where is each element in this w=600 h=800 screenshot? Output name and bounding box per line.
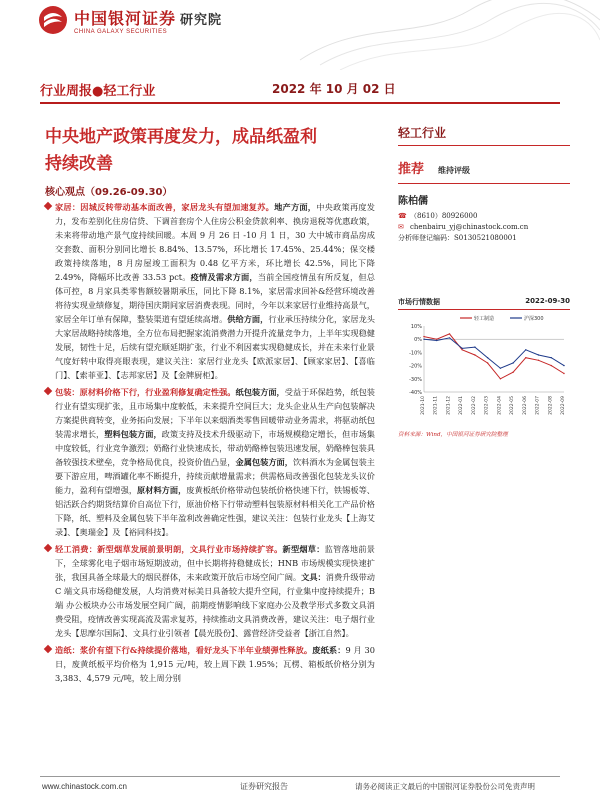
series-line — [424, 338, 564, 368]
diamond-bullet-icon — [44, 387, 52, 395]
data-point — [525, 357, 526, 358]
title-line-2: 持续改善 — [45, 154, 113, 174]
analyst-email[interactable]: chenbairu_yj@chinastock.com.cn — [410, 223, 529, 231]
section-lead: 轻工消费：新型烟草发展前景明朗，文具行业市场持续扩容。 — [55, 544, 283, 554]
report-title — [45, 124, 385, 178]
footer-url[interactable]: www.chinastock.com.cn — [42, 782, 127, 791]
data-point — [512, 372, 513, 373]
x-tick-label: 2022-03 — [484, 396, 490, 415]
x-tick-label: 2022-09 — [561, 396, 566, 415]
report-bar — [0, 70, 600, 104]
data-point — [449, 333, 450, 334]
section-text: 中央政策再度发力，发布差别化住房信贷、下调首套房个人住房公积金贷款利率、换房退税等优惠政策，未来将带动地产景气度持续回暖。本周 9 月 26 日 -10 月 1 日，30 大中城市商品房成交套数、面积分别同比增长 8.84%、13.57%，环比增长 17.45%、25.44%；保交楼政策持续落地，8 月房屋竣工面积为 0.48 亿平方米，环比增长 42.5%，同比下降 2.49%，降幅环比改善 33.53 pct。 — [55, 202, 375, 282]
data-point — [563, 365, 564, 366]
y-tick-label: -30% — [409, 376, 422, 383]
footer-disclaimer: 请务必阅读正文最后的中国银河证券股份公司免责声明 — [355, 782, 535, 791]
x-tick-label: 2022-01 — [459, 396, 465, 415]
section-packaging — [45, 385, 375, 539]
section-paper — [45, 643, 375, 685]
rating-block — [398, 158, 570, 184]
section-text: 行业承压持续分化，家居龙头大家居战略持续落地，全方位布局把握家流消费潜力开提升流量竞争力，上半年实现稳健发展，韧性十足，后续有望充顺延期扩张，行业不利因素实现稳健成长，并在未来行业景气度好转中取得亮眼表现，建议关注：家居行业龙头【欧派家居】、【顾家家居】、【喜临门】、【索菲亚】、【志邦家居】及【金牌厨柜】。 — [55, 314, 375, 380]
section-lead: 包装：原材料价格下行，行业盈利修复确定性强。 — [55, 387, 236, 397]
section-sublead: 地产方面， — [274, 202, 317, 212]
sector-label: 轻工行业 — [398, 124, 570, 146]
rating-recommend: 推荐 — [398, 162, 425, 177]
mail-icon: ✉ — [398, 223, 404, 231]
x-tick-label: 2022-05 — [510, 396, 516, 415]
data-point — [436, 339, 437, 340]
section-sub: 金属包装方面， — [235, 457, 293, 467]
section-text: 饮料酒水为金属包装主要下游应用，啤酒罐化率不断提升，持续贡献增量需求；供需格局改善强化包装龙头议价能力，盈利有望增强， — [55, 457, 375, 495]
logo-institute-text: 研究院 — [180, 12, 223, 28]
sidebar — [398, 124, 570, 244]
data-point — [538, 360, 539, 361]
x-tick-label: 2022-07 — [535, 396, 541, 415]
analyst-phone: （8610）80926000 — [410, 212, 478, 220]
x-tick-label: 2021-12 — [446, 396, 452, 415]
section-text: 政策支持及技术升级驱动下，市场规模稳定增长，但市场集中度较低，行业竞争激烈；奶酪行业快速成长，带动奶酪棒包装迅速发展，奶酪棒包装具备较强技术壁垒，竞争格局优良，投资价值凸显， — [55, 429, 375, 467]
section-sub: 塑料包装方面， — [104, 429, 162, 439]
analyst-info — [398, 196, 570, 244]
rating-note: 维持评级 — [438, 165, 471, 175]
x-tick-label: 2022-06 — [522, 396, 528, 415]
section-text: 当前全国疫情虽有所反复，但总体可控，8 月家具类零售额较暑期承压，同比下降 8.1%，家居需求回补&经营环境改善将待实现业绩修复，期待国庆期间家居消费表现。同时，今年以来家居行业维持高景气，家居全年订单有保障，整装渠道有望延续高增。 — [55, 272, 375, 324]
report-date: 2022 年 10 月 02 日 — [272, 82, 396, 96]
report-body — [45, 200, 375, 688]
analyst-name: 陈柏儒 — [398, 196, 428, 207]
y-tick-label: 0% — [414, 337, 422, 344]
data-point — [551, 365, 552, 366]
logo-cn-text: 中国银河证券 — [74, 8, 177, 28]
data-point — [474, 354, 475, 355]
x-tick-label: 2021-11 — [433, 396, 439, 415]
core-view-heading: 核心观点（09.26-09.30） — [45, 187, 173, 198]
section-lead: 造纸：浆价有望下行&持续提价落地，看好龙头下半年业绩弹性释放。 — [55, 645, 313, 655]
report-header — [0, 0, 600, 120]
data-point — [500, 378, 501, 379]
footer-report-label: 证券研究报告 — [240, 782, 288, 791]
footer-divider — [40, 776, 560, 777]
page-footer — [0, 776, 600, 800]
data-point — [436, 340, 437, 341]
x-tick-label: 2022-08 — [548, 396, 554, 415]
title-line-1: 中央地产政策再度发力，成品纸盈利 — [45, 127, 317, 147]
company-logo — [38, 5, 222, 35]
data-point — [525, 349, 526, 350]
section-text: 废黄板纸价格带动包装纸价格快速下行，铁锡板等、铝活跃合约期货结算价自高位下行，原油价格下行带动塑料包装原材料相关化工产品价格下降，纸、塑料及金属包装下半年盈利改善确定性强，建议关注：包装行业龙头【上海艾录】、【奥瑞金】及【裕同科技】。 — [55, 485, 375, 537]
data-point — [449, 337, 450, 338]
section-light-consumption — [45, 542, 375, 640]
data-point — [551, 357, 552, 358]
data-point — [512, 362, 513, 363]
analyst-cert: 分析师登记编码：S0130521080001 — [398, 234, 517, 242]
legend-label: 沪深300 — [524, 316, 544, 322]
section-sub: 供给方面， — [227, 314, 269, 324]
header-divider — [40, 102, 560, 104]
market-chart — [398, 310, 570, 428]
phone-icon: ☎ — [398, 212, 407, 220]
data-point — [563, 373, 564, 374]
data-point — [487, 357, 488, 358]
report-type: 行业周报●轻工行业 — [40, 84, 156, 99]
data-point — [462, 348, 463, 349]
x-tick-label: 2022-02 — [471, 396, 477, 415]
section-text: 9 月 30 日，废黄纸板平均价格为 1,915 元/吨，较上周下跌 1.95%；瓦楞、箱板纸价格分别为 3,383、4,579 元/吨，较上周分别 — [55, 645, 375, 683]
data-point — [538, 354, 539, 355]
section-text: 监管落地前景下，全球雾化电子烟市场短期波动，但中长期将持稳健成长；HNB 市场规模实现快速扩张，我国具备全球最大的烟民群体，未来政策开放后市场空间广阔。 — [55, 544, 375, 582]
x-tick-label: 2021-10 — [421, 396, 426, 415]
diamond-bullet-icon — [44, 645, 52, 653]
y-tick-label: -10% — [409, 350, 422, 357]
y-tick-label: -40% — [409, 390, 422, 396]
section-lead: 家居：因城反转带动基本面改善，家居龙头有望加速复苏。 — [55, 202, 275, 212]
section-sub: 文具： — [301, 572, 326, 582]
section-sublead: 新型烟草： — [282, 544, 325, 554]
galaxy-logo-icon — [38, 5, 68, 35]
analyst-phone-row — [398, 211, 570, 222]
data-point — [487, 362, 488, 363]
section-sublead: 纸包装方面， — [235, 387, 285, 397]
section-sub: 原材料方面， — [137, 485, 187, 495]
section-sub: 疫情及需求方面， — [190, 272, 258, 282]
data-point — [500, 368, 501, 369]
section-text: 消费升级带动 C 端文具市场稳健发展，人均消费对标美日具备较大提升空间，行业集中度持续提升；B 端 办公板块办公市场发展空间广阔，前期疫情影响线下家庭办公及教学形式多数文具消费受阻，疫情改善实现高流及需求复苏，持续推动文具消费改善，建议关注：电子烟行业龙头【思摩尔国际】、文具行业引领者【晨光股份】、露营经济受益者【浙江自然】。 — [55, 572, 375, 638]
diamond-bullet-icon — [44, 202, 52, 210]
legend-label: 轻工制造 — [474, 316, 495, 322]
logo-en-text: CHINA GALAXY SECURITIES — [74, 28, 168, 35]
market-header — [398, 297, 570, 310]
diamond-bullet-icon — [44, 544, 52, 552]
section-text: 受益于环保趋势，纸包装行业有望实现扩张，且市场集中度較低，未来提升空间巨大；龙头企业从生产向包装解决方案提供商转变，业务拓向发展；下半年以来烟酒类零售回暖带动业务需求，将驱动纸包装需求增长， — [55, 387, 375, 439]
market-data — [398, 297, 570, 432]
data-point — [462, 349, 463, 350]
chart-source: 资料来源：Wind，中国银河证券研究院整理 — [398, 432, 508, 438]
x-tick-label: 2022-04 — [497, 396, 503, 415]
market-date: 2022-09-30 — [525, 297, 570, 305]
y-tick-label: -20% — [409, 363, 422, 370]
analyst-cert-row — [398, 233, 570, 244]
section-furniture — [45, 200, 375, 382]
analyst-email-row — [398, 222, 570, 233]
section-sublead: 废纸系： — [312, 645, 346, 655]
data-point — [423, 336, 424, 337]
market-title: 市场行情数据 — [398, 298, 440, 306]
data-point — [423, 339, 424, 340]
y-tick-label: 10% — [410, 324, 422, 330]
data-point — [474, 346, 475, 347]
